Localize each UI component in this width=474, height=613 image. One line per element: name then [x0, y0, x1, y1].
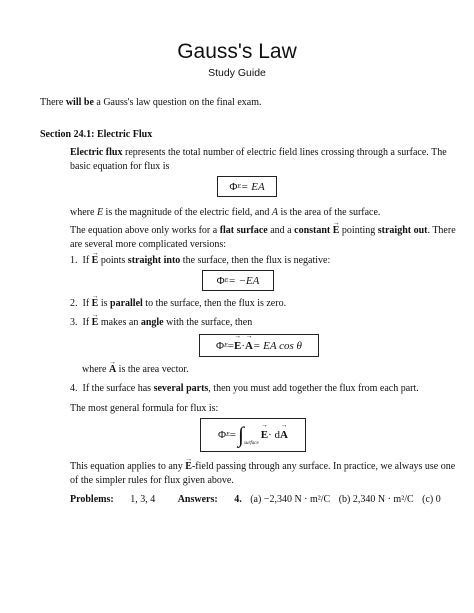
dot-operator: · d: [268, 429, 280, 441]
vector-a: → A: [109, 363, 116, 377]
bold-straight-into: straight into: [127, 255, 181, 266]
definition-text: represents the total number of electric field lines crossing through a surface. The: [122, 147, 447, 158]
text: . There: [427, 225, 456, 236]
vector-a: → A: [280, 429, 288, 441]
text: If: [82, 255, 92, 266]
text: If: [82, 317, 92, 328]
text: the surface, then the flux is negative:: [180, 255, 331, 266]
problems-label: Problems:: [70, 494, 114, 505]
bold-angle: angle: [140, 317, 164, 328]
equation-flux-basic: [217, 176, 277, 197]
text: and a: [267, 225, 295, 236]
text: where: [70, 207, 97, 218]
note-line-1: [70, 224, 456, 238]
equation-flux-negative: [202, 270, 274, 291]
answer-c: (c) 0: [422, 494, 441, 505]
answer-b: (b) 2,340 N · m²/C: [338, 494, 414, 505]
definition-line-2: basic equation for flux is: [70, 161, 170, 172]
answer-a: (a) −2,340 N · m²/C: [250, 494, 331, 505]
list-item-4: [70, 382, 419, 396]
equation-rhs: = EA cos θ: [252, 339, 302, 352]
applies-line-1: [70, 460, 455, 474]
applies-line-2: of the simpler rules for flux given above.: [70, 475, 234, 486]
phi-symbol: Φ: [229, 180, 238, 193]
equals: =: [229, 429, 236, 441]
text: The equation above only works for a: [70, 225, 220, 236]
intro-text-end: a Gauss's law question on the final exam.: [93, 97, 262, 108]
bold-flat-surface: flat surface: [219, 225, 268, 236]
text: is the magnitude of the electric field, and: [103, 207, 272, 218]
phi-symbol: Φ: [216, 339, 225, 352]
text: This equation applies to any: [70, 461, 186, 472]
item-number: 1.: [70, 255, 78, 266]
page-subtitle: Study Guide: [208, 67, 266, 79]
definition-term: Electric flux: [70, 147, 123, 158]
note-line-2: are several more complicated versions:: [70, 239, 227, 250]
answers-label: Answers:: [177, 494, 218, 505]
text: where: [82, 364, 109, 375]
bold-parallel: parallel: [110, 298, 143, 309]
text: , then you must add together the flux from each part.: [208, 383, 419, 394]
list-item-1: [70, 254, 330, 268]
answer-number: 4.: [234, 494, 242, 505]
dot-operator: ·: [241, 339, 245, 352]
phi-symbol: Φ: [216, 274, 225, 287]
equation-flux-integral: [200, 418, 306, 452]
vector-e: → E: [92, 316, 99, 330]
integral-sign: ∫: [237, 422, 244, 447]
text: pointing: [339, 225, 378, 236]
text: with the surface, then: [163, 317, 253, 328]
integral-subscript: surface: [244, 440, 259, 446]
vector-e: → E: [92, 297, 99, 311]
general-formula-intro: The most general formula for flux is:: [70, 403, 219, 414]
vector-e: → E: [185, 460, 192, 474]
problems-row: [70, 493, 441, 507]
where-line-2: [82, 363, 189, 377]
equals: =: [227, 339, 234, 352]
definition-line-1: [70, 146, 447, 160]
equation-rhs: = −EA: [228, 274, 260, 287]
bold-straight-out: straight out: [377, 225, 428, 236]
intro-text: There: [40, 97, 66, 108]
phi-subscript: E: [226, 432, 230, 438]
page-title: Gauss's Law: [177, 40, 297, 63]
text: If the surface has: [82, 383, 154, 394]
list-item-3: [70, 316, 252, 330]
section-heading: Section 24.1: Electric Flux: [40, 129, 153, 140]
text: -field passing through any surface. In practice, we always use one: [191, 461, 456, 472]
text: makes an: [98, 317, 141, 328]
bold-constant: constant: [294, 225, 331, 236]
text: to the surface, then the flux is zero.: [142, 298, 287, 309]
vector-e: → E: [333, 224, 340, 238]
text: points: [98, 255, 128, 266]
vector-e: → E: [261, 429, 268, 441]
phi-subscript: E: [237, 183, 242, 190]
var-a: A: [271, 207, 278, 218]
list-item-2: [70, 297, 286, 311]
problems-list: 1, 3, 4: [130, 494, 156, 505]
text: is: [98, 298, 111, 309]
equation-rhs: = EA: [241, 180, 265, 193]
text: If: [82, 298, 92, 309]
item-number: 3.: [70, 317, 78, 328]
equation-flux-dot: [199, 334, 319, 357]
intro-paragraph: [40, 96, 262, 110]
bold-several-parts: several parts: [153, 383, 209, 394]
item-number: 2.: [70, 298, 78, 309]
var-e: E: [96, 207, 104, 218]
phi-subscript: E: [224, 277, 229, 284]
item-number: 4.: [70, 383, 78, 394]
vector-a: → A: [245, 340, 253, 352]
text: is the area vector.: [116, 364, 189, 375]
vector-e: → E: [92, 254, 99, 268]
vector-e: → E: [234, 340, 241, 352]
phi-symbol: Φ: [218, 429, 227, 441]
intro-bold: will be: [65, 97, 94, 108]
phi-subscript: E: [224, 342, 228, 349]
text: is the area of the surface.: [277, 207, 381, 218]
